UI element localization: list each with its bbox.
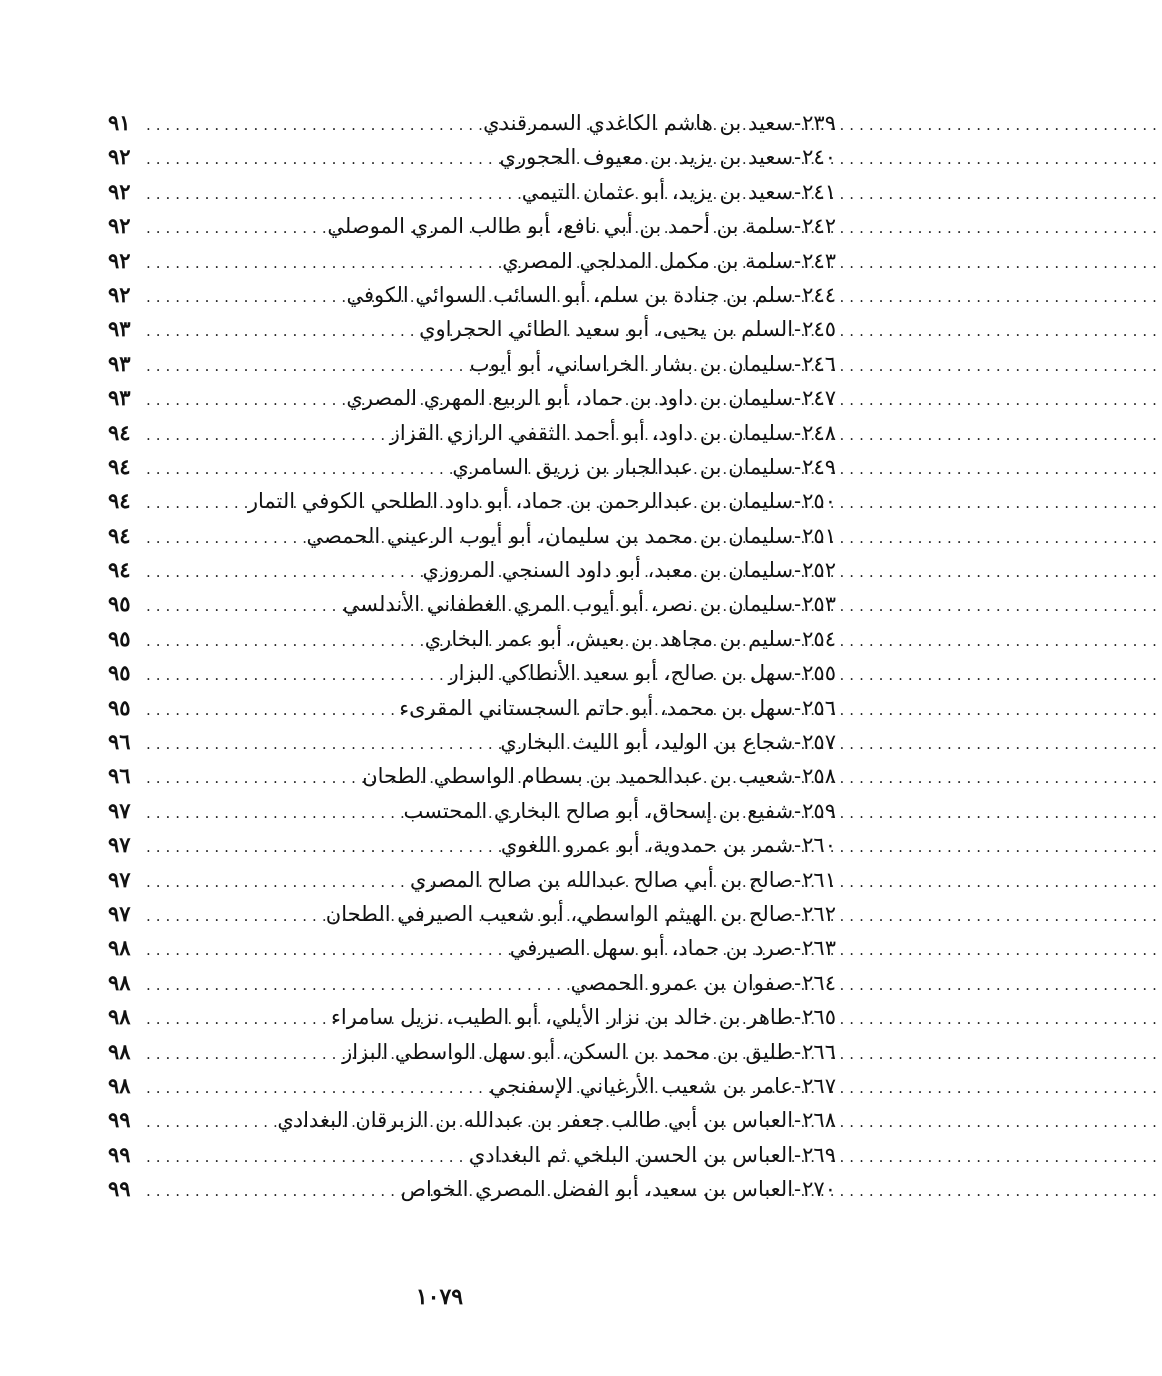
entry-number: ٢٥١ (802, 523, 836, 548)
entry-title: العباس بن سعيد، أبو الفضل المصري الخواص (400, 1177, 794, 1202)
entry-title: سعيد بن يزيد، أبو عثمان التيمي (521, 179, 794, 204)
entry-separator: - (794, 282, 802, 307)
toc-entry (108, 725, 836, 759)
dot-leader (146, 865, 404, 899)
toc-entry (108, 1035, 836, 1069)
entry-separator: - (794, 867, 802, 892)
entry-page-number: ٩٢ (108, 178, 131, 204)
entry-separator: - (794, 833, 802, 858)
entry-separator: - (794, 764, 802, 789)
entry-page-number: ٩٨ (108, 969, 131, 995)
entry-page-number: ٩٩ (108, 1176, 131, 1202)
toc-entry (108, 794, 836, 828)
entry-number: ٢٦٥ (802, 1005, 836, 1030)
entry-page-number: ٩٥ (108, 625, 131, 651)
entry-title: السلم بن يحيى، أبو سعيد الطائي الحجراوي (419, 317, 794, 342)
entry-title: طليق بن محمد بن السكن، أبو سهل الواسطي البزاز (342, 1039, 794, 1064)
entry-title: شمر بن حمدوية، أبو عمرو اللغوي (500, 833, 794, 858)
toc-entry (108, 175, 836, 209)
toc-entry (108, 209, 836, 243)
entry-number: ٢٦٦ (802, 1039, 836, 1064)
entry-title: سلمة بن مكمل المدلجي المصري (502, 248, 794, 273)
entry-separator: - (794, 351, 802, 376)
entry-number: ٢٥٤ (802, 626, 836, 651)
entry-number: ٢٥٦ (802, 695, 836, 720)
toc-entry (108, 691, 836, 725)
entry-number: ٢٥٣ (802, 592, 836, 617)
toc-entry (108, 587, 836, 621)
entry-page-number: ٩٩ (108, 1107, 131, 1133)
dot-leader (146, 658, 442, 692)
entry-page-number: ٩٤ (108, 488, 131, 514)
dot-leader (146, 589, 337, 623)
entry-page-number: ٩٢ (108, 213, 131, 239)
entry-page-number: ٩٧ (108, 832, 131, 858)
dot-leader (146, 177, 516, 211)
entry-title: سعيد بن يزيد بن معيوف الحجوري (499, 145, 794, 170)
entry-page-number: ٩٩ (108, 1141, 131, 1167)
dot-leader (146, 555, 417, 589)
toc-entry (108, 897, 836, 931)
entry-title: العباس بن أبي طالب جعفر بن عبدالله بن الزبرقان البغدادي (277, 1108, 794, 1133)
entry-number: ٢٤٠ (802, 145, 836, 170)
toc-entry (108, 656, 836, 690)
toc-entry (108, 416, 836, 450)
dot-leader (146, 761, 356, 795)
entry-title: سليمان بن داود، أبو أحمد الثقفي الرازي القزاز (389, 420, 794, 445)
entry-separator: - (794, 179, 802, 204)
dot-leader (146, 383, 340, 417)
entry-title: سليمان بن عبدالرحمن بن حماد، أبو داود الطلحي الكوفي التمار (247, 489, 794, 514)
entry-separator: - (794, 901, 802, 926)
entry-title: صالح بن الهيثم الواسطي، أبو شعيب الصيرفي الطحان (325, 901, 794, 926)
entry-number: ٢٤٤ (802, 282, 836, 307)
entry-separator: - (794, 111, 802, 135)
entry-title: العباس بن الحسن البلخي ثم البغدادي (468, 1142, 794, 1167)
toc-entry (108, 381, 836, 415)
entry-number: ٢٥٢ (802, 558, 836, 583)
entry-page-number: ٩٤ (108, 522, 131, 548)
entry-separator: - (794, 936, 802, 961)
entry-separator: - (794, 1073, 802, 1098)
entry-separator: - (794, 489, 802, 514)
entry-page-number: ٩٤ (108, 419, 131, 445)
entry-title: سليمان بن محمد بن سليمان، أبو أيوب الرعيني الحمصي (306, 523, 794, 548)
toc-entry (108, 863, 836, 897)
entry-separator: - (794, 1177, 802, 1202)
entry-title: سلمة بن أحمد بن أبي نافع، أبو طالب المري الموصلي (327, 214, 794, 239)
entry-number: ٢٤٧ (802, 386, 836, 411)
entry-title: سهل بن محمد، أبو حاتم السجستاني المقرىء (399, 695, 794, 720)
entry-number: ٢٤٩ (802, 454, 836, 479)
toc-entry (108, 1000, 836, 1034)
entry-number: ٢٦٤ (802, 970, 836, 995)
entry-page-number: ٩٢ (108, 247, 131, 273)
entry-page-number: ٩٢ (108, 144, 131, 170)
entry-title: سلم بن جنادة بن سلم، أبو السائب السوائي الكوفي (346, 282, 794, 307)
toc-entry (108, 450, 836, 484)
dot-leader (146, 521, 301, 555)
toc-entry (108, 278, 836, 312)
dot-leader (146, 1037, 336, 1071)
entry-title: سليمان بن داود بن حماد، أبو الربيع المهري المصري (346, 386, 794, 411)
entry-separator: - (794, 214, 802, 239)
entry-title: شعيب بن عبدالحميد بن بسطام الواسطي الطحان (362, 764, 794, 789)
entry-number: ٢٥٩ (802, 798, 836, 823)
dot-leader (146, 830, 495, 864)
entry-number: ٢٤٣ (802, 248, 836, 273)
toc-entry (108, 106, 836, 140)
toc-entry (108, 622, 836, 656)
entry-number: ٢٥٠ (802, 489, 836, 514)
dot-leader (146, 796, 398, 830)
toc-entry (108, 244, 836, 278)
entry-number: ٢٦٩ (802, 1142, 836, 1167)
entry-separator: - (794, 730, 802, 755)
entry-separator: - (794, 1005, 802, 1030)
toc-entry (108, 140, 836, 174)
dot-leader (146, 142, 494, 176)
entry-title: سليمان بن معبد، أبو داود السنجي المروزي (422, 558, 794, 583)
entry-page-number: ٩٣ (108, 350, 131, 376)
entry-number: ٢٦٢ (802, 901, 836, 926)
entry-title: شفيع بن إسحاق، أبو صالح البخاري المحتسب (403, 798, 794, 823)
dot-leader (146, 418, 384, 452)
entry-page-number: ٩٨ (108, 935, 131, 961)
entry-page-number: ٩٦ (108, 763, 131, 789)
dot-leader (146, 693, 393, 727)
entry-title: عامر بن شعيب الأرغياني الإسفنجي (489, 1073, 794, 1098)
entry-number: ٢٦١ (802, 867, 836, 892)
entry-page-number: ٩٥ (108, 591, 131, 617)
entry-separator: - (794, 248, 802, 273)
entry-number: ٢٦٣ (802, 936, 836, 961)
entry-title: سليم بن مجاهد بن بعيش، أبو عمر البخاري (424, 626, 794, 651)
dot-leader (146, 314, 413, 348)
page-number: ١٠٧٩ (415, 1284, 464, 1310)
entry-page-number: ٩١ (108, 110, 131, 135)
entry-title: صالح بن أبي صالح عبدالله بن صالح المصري (409, 867, 794, 892)
entry-page-number: ٩٧ (108, 866, 131, 892)
entry-page-number: ٩٤ (108, 557, 131, 583)
entry-number: ٢٥٨ (802, 764, 836, 789)
entry-separator: - (794, 523, 802, 548)
dot-leader (146, 1174, 395, 1208)
toc-entry (108, 966, 836, 1000)
entry-page-number: ٩٥ (108, 694, 131, 720)
entry-page-number: ٩٨ (108, 1038, 131, 1064)
dot-leader (146, 624, 419, 658)
dot-leader (146, 452, 446, 486)
toc-entry (108, 1103, 836, 1137)
entry-page-number: ٩٨ (108, 1004, 131, 1030)
dot-leader (146, 727, 494, 761)
entry-number: ٢٤٨ (802, 420, 836, 445)
entry-number: ٢٤٥ (802, 317, 836, 342)
entry-separator: - (794, 798, 802, 823)
entry-number: ٢٦٠ (802, 833, 836, 858)
entry-separator: - (794, 454, 802, 479)
dot-leader (146, 349, 464, 383)
entry-title: سليمان بن نصر، أبو أيوب المري الغطفاني الأندلسي (342, 592, 794, 617)
dot-leader (146, 968, 565, 1002)
entry-separator: - (794, 695, 802, 720)
entry-title: صفوان بن عمرو الحمصي (570, 970, 794, 995)
entry-separator: - (794, 145, 802, 170)
entry-separator: - (794, 626, 802, 651)
entry-number: ٢٥٧ (802, 730, 836, 755)
entry-number: ٢٦٧ (802, 1073, 836, 1098)
entry-number: ٢٣٩ (802, 111, 836, 135)
toc-entry (108, 759, 836, 793)
entry-separator: - (794, 558, 802, 583)
entry-title: سهل بن صالح، أبو سعيد الأنطاكي البزار (448, 661, 794, 686)
toc-entry (108, 312, 836, 346)
entry-title: شجاع بن الوليد، أبو الليث البخاري (500, 730, 794, 755)
toc-entry (108, 931, 836, 965)
entry-page-number: ٩٢ (108, 281, 131, 307)
toc-entry (108, 1172, 836, 1206)
entry-separator: - (794, 386, 802, 411)
toc-entry (108, 1069, 836, 1103)
toc-entry (108, 519, 836, 553)
toc-entry (108, 1138, 836, 1172)
entry-page-number: ٩٥ (108, 660, 131, 686)
entry-separator: - (794, 1108, 802, 1133)
dot-leader (146, 108, 477, 142)
toc-entry (108, 553, 836, 587)
entry-number: ٢٥٥ (802, 661, 836, 686)
entry-page-number: ٩٧ (108, 900, 131, 926)
entry-separator: - (794, 420, 802, 445)
toc-entry (108, 484, 836, 518)
entry-page-number: ٩٣ (108, 316, 131, 342)
entry-page-number: ٩٦ (108, 729, 131, 755)
entry-separator: - (794, 970, 802, 995)
entry-separator: - (794, 317, 802, 342)
entry-number: ٢٤٢ (802, 214, 836, 239)
entry-page-number: ٩٨ (108, 1072, 131, 1098)
dot-leader (146, 1140, 463, 1174)
entry-title: صرد بن حماد، أبو سهل الصيرفي (509, 936, 794, 961)
entry-page-number: ٩٣ (108, 385, 131, 411)
entry-separator: - (794, 592, 802, 617)
entry-title: سليمان بن بشار الخراساني، أبو أيوب (469, 351, 794, 376)
entry-separator: - (794, 1039, 802, 1064)
toc-entry (108, 828, 836, 862)
dot-leader (146, 899, 320, 933)
entry-number: ٢٧٠ (802, 1177, 836, 1202)
entry-number: ٢٦٨ (802, 1108, 836, 1133)
entry-title: سليمان بن عبدالجبار بن زريق السامري (452, 454, 794, 479)
dot-leader (146, 246, 496, 280)
dot-leader (146, 1002, 325, 1036)
entry-number: ٢٤٦ (802, 351, 836, 376)
table-of-contents (108, 106, 836, 1207)
entry-separator: - (794, 661, 802, 686)
entry-separator: - (794, 1142, 802, 1167)
toc-entry (108, 347, 836, 381)
entry-title: سعيد بن هاشم الكاغدي السمرقندي (483, 111, 794, 135)
entry-title: طاهر بن خالد بن نزار الأيلي، أبو الطيب، نزيل سامراء (330, 1005, 794, 1030)
dot-leader (146, 1105, 271, 1139)
dot-leader (146, 280, 341, 314)
entry-page-number: ٩٤ (108, 453, 131, 479)
dot-leader (146, 1071, 484, 1105)
entry-number: ٢٤١ (802, 179, 836, 204)
dot-leader (146, 211, 321, 245)
entry-page-number: ٩٧ (108, 797, 131, 823)
dot-leader (146, 486, 242, 520)
dot-leader (146, 933, 504, 967)
